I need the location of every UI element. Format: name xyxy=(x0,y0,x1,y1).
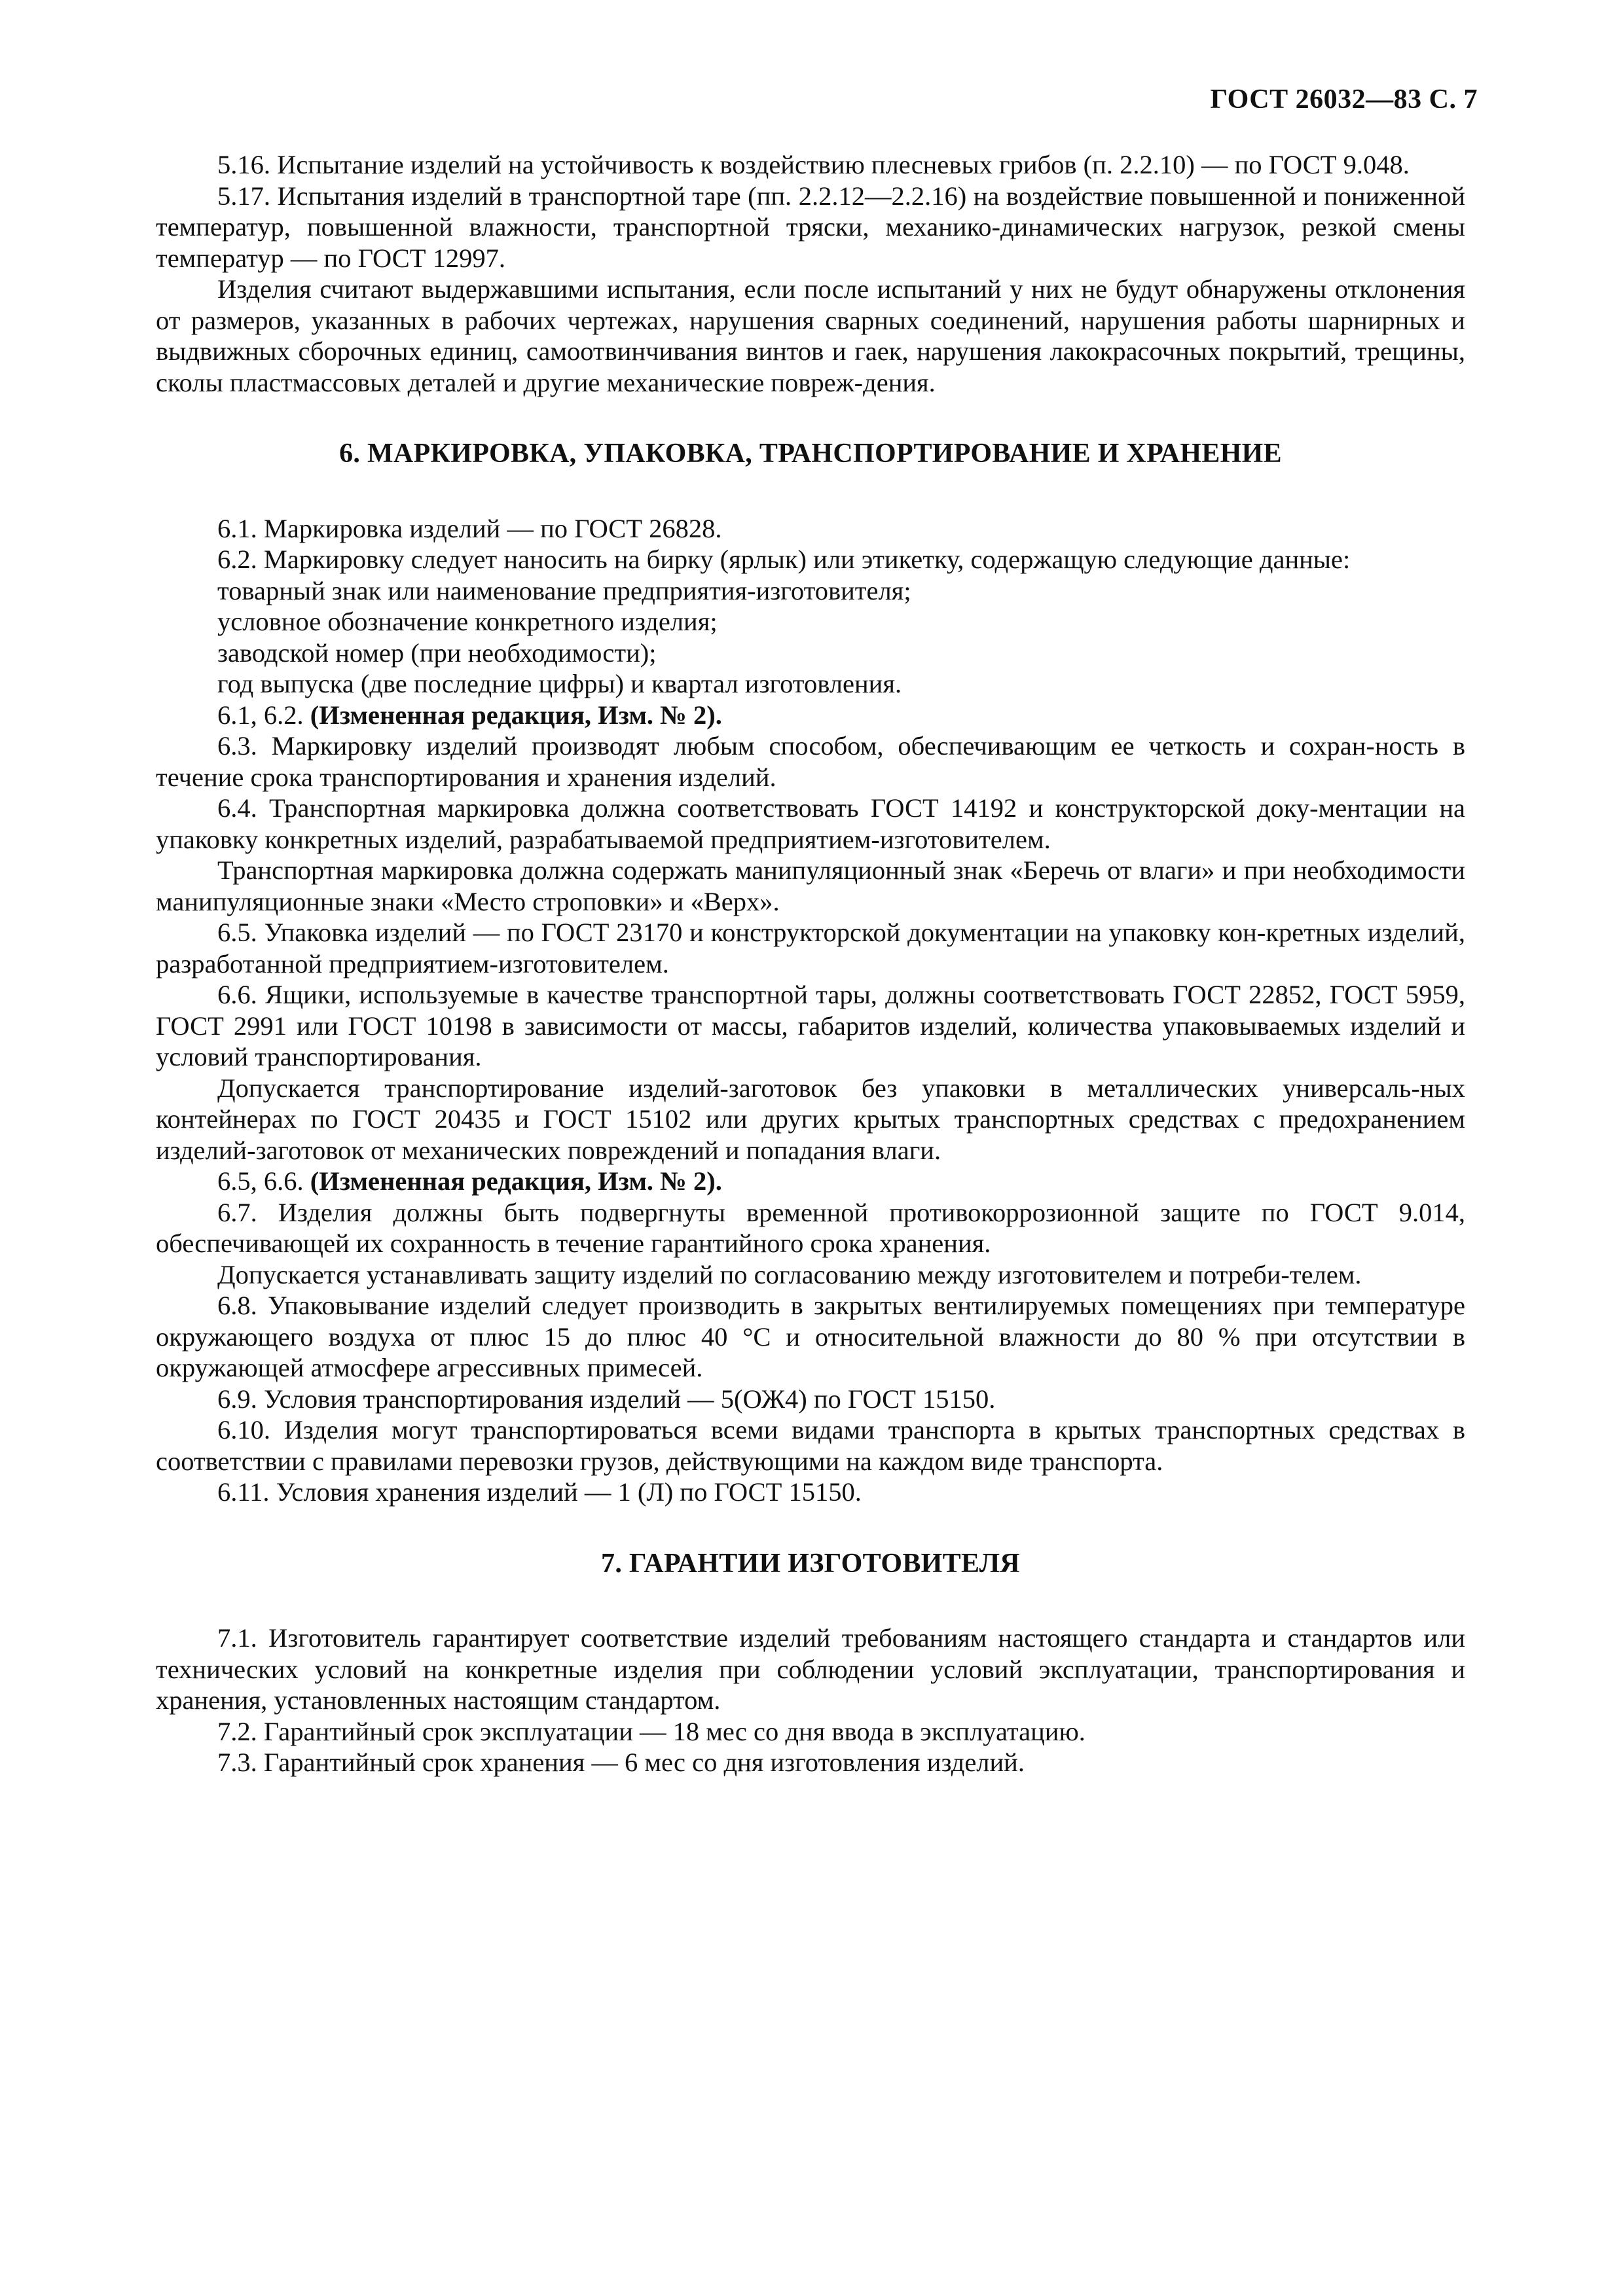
amendment-ref: 6.1, 6.2. xyxy=(217,700,304,730)
paragraph-6-1: 6.1. Маркировка изделий — по ГОСТ 26828. xyxy=(217,513,722,543)
amendment-text: (Измененная редакция, Изм. № 2). xyxy=(310,700,722,730)
spacer xyxy=(156,398,1465,439)
paragraph-7-3: 7.3. Гарантийный срок хранения — 6 мес со дня изготовления изделий. xyxy=(217,1748,1025,1777)
paragraph-6-2: 6.2. Маркировку следует наносить на бирку (ярлык) или этикетку, содержащую следующие данные: xyxy=(217,545,1351,574)
document-body xyxy=(156,149,1465,1778)
paragraph-6-8: 6.8. Упаковывание изделий следует производить в закрытых вентилируемых помещениях при температуре окружающего воздуха от плюс 15 до плюс 40 °С и относительной влажности до 80 % при отсутствии в окружающей атмосфере агрессивных примесей. xyxy=(156,1291,1465,1382)
paragraph-6-6: 6.6. Ящики, используемые в качестве транспортной тары, должны соответствовать ГОСТ 22852, ГОСТ 5959, ГОСТ 2991 или ГОСТ 10198 в зависимости от массы, габаритов изделий, количества упаковываемых изделий и условий транспортирования. xyxy=(156,980,1465,1071)
spacer xyxy=(156,1579,1465,1623)
paragraph-6-6-containers: Допускается транспортирование изделий-заготовок без упаковки в металлических универсаль-ных контейнерах по ГОСТ 20435 и ГОСТ 15102 или других крытых транспортных средствах с предохранением изделий-заготовок от механических повреждений и попадания влаги. xyxy=(156,1073,1465,1165)
amendment-note-6-5-6-6 xyxy=(156,1166,1465,1197)
paragraph-6-4: 6.4. Транспортная маркировка должна соответствовать ГОСТ 14192 и конструкторской доку-ментации на упаковку конкретных изделий, разрабатываемой предприятием-изготовителем. xyxy=(156,793,1465,854)
paragraph-6-7: 6.7. Изделия должны быть подвергнуты временной противокоррозионной защите по ГОСТ 9.014, обеспечивающей их сохранность в течение гарантийного срока хранения. xyxy=(156,1197,1465,1258)
paragraph-7-1: 7.1. Изготовитель гарантирует соответствие изделий требованиям настоящего стандарта и стандартов или технических условий на конкретные изделия при соблюдении условий эксплуатации, транспортирования и хранения, установленных настоящим стандартом. xyxy=(156,1623,1465,1715)
spacer xyxy=(156,1508,1465,1549)
section-heading-7: 7. ГАРАНТИИ ИЗГОТОВИТЕЛЯ xyxy=(601,1548,1020,1579)
paragraph-6-7-agreement: Допускается устанавливать защиту изделий по согласованию между изготовителем и потреби-телем. xyxy=(217,1259,1362,1289)
list-item-serial-number: заводской номер (при необходимости); xyxy=(217,637,657,668)
amendment-ref: 6.5, 6.6. xyxy=(217,1166,304,1196)
amendment-note-6-1-6-2 xyxy=(156,700,1465,731)
paragraph-6-9: 6.9. Условия транспортирования изделий — 5(ОЖ4) по ГОСТ 15150. xyxy=(217,1384,996,1414)
paragraph-5-17-criteria: Изделия считают выдержавшими испытания, если после испытаний у них не будут обнаружены отклонения от размеров, указанных в рабочих чертежах, нарушения сварных соединений, нарушения работы шарнирных и выдвижных сборочных единиц, самоотвинчивания винтов и гаек, нарушения лакокрасочных покрытий, трещины, сколы пластмассовых деталей и другие механические повреж-дения. xyxy=(156,274,1465,397)
list-item-designation: условное обозначение конкретного изделия; xyxy=(217,607,718,636)
paragraph-5-17: 5.17. Испытания изделий в транспортной таре (пп. 2.2.12—2.2.16) на воздействие повышенной и пониженной температур, повышенной влажности, транспортной тряски, механико-динамических нагрузок, резкой смены температур — по ГОСТ 12997. xyxy=(156,181,1465,273)
paragraph-6-11: 6.11. Условия хранения изделий — 1 (Л) по ГОСТ 15150. xyxy=(217,1477,862,1507)
paragraph-6-10: 6.10. Изделия могут транспортироваться всеми видами транспорта в крытых транспортных средствах в соответствии с правилами перевозки грузов, действующими на каждом виде транспорта. xyxy=(156,1415,1465,1476)
amendment-text: (Измененная редакция, Изм. № 2). xyxy=(310,1166,722,1196)
running-header: ГОСТ 26032—83 С. 7 xyxy=(1210,84,1478,115)
paragraph-7-2: 7.2. Гарантийный срок эксплуатации — 18 мес со дня ввода в эксплуатацию. xyxy=(217,1716,1085,1746)
section-heading-6: 6. МАРКИРОВКА, УПАКОВКА, ТРАНСПОРТИРОВАНИЕ И ХРАНЕНИЕ xyxy=(339,439,1282,469)
paragraph-6-3: 6.3. Маркировку изделий производят любым способом, обеспечивающим ее четкость и сохран-ность в течение срока транспортирования и хранения изделий. xyxy=(156,731,1465,792)
list-item-trademark: товарный знак или наименование предприятия-изготовителя; xyxy=(217,575,911,605)
list-item-year-quarter: год выпуска (две последние цифры) и квартал изготовления. xyxy=(217,669,902,698)
spacer xyxy=(156,470,1465,513)
paragraph-6-4-marks: Транспортная маркировка должна содержать манипуляционный знак «Беречь от влаги» и при необходимости манипуляционные знаки «Место строповки» и «Верх». xyxy=(156,855,1465,916)
paragraph-5-16: 5.16. Испытание изделий на устойчивость к воздействию плесневых грибов (п. 2.2.10) — по ГОСТ 9.048. xyxy=(217,150,1410,179)
paragraph-6-5: 6.5. Упаковка изделий — по ГОСТ 23170 и конструкторской документации на упаковку кон-кретных изделий, разработанной предприятием-изготовителем. xyxy=(156,918,1465,978)
